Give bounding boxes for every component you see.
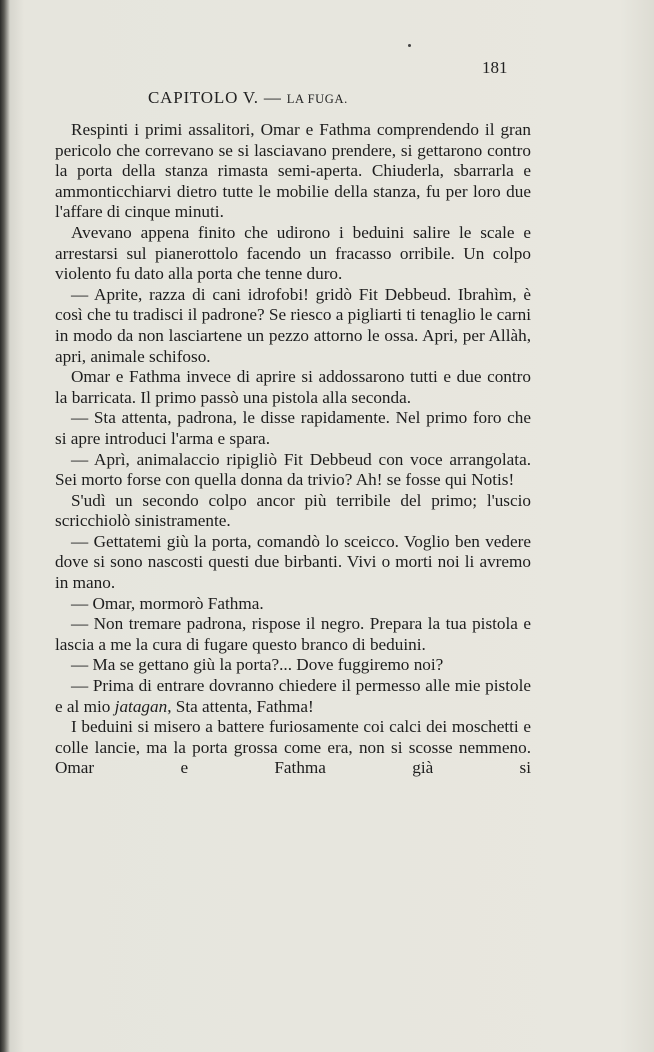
italic-word: jatagan (114, 696, 168, 716)
paragraph: Avevano appena finito che udirono i beduini salire le scale e arrestarsi sul pianerottolo facendo un fracasso orribile. Un colpo violento fu dato alla porta che tenne duro. (55, 222, 531, 284)
paragraph-tail: , Sta attenta, Fathma! (167, 696, 314, 716)
paragraph: — Aprì, animalaccio ripigliò Fit Debbeud con voce arrangolata. Sei morto forse con quella donna da trivio? Ah! se fosse qui Notis! (55, 449, 531, 490)
body-text (55, 120, 531, 779)
paragraph-with-italic (55, 676, 531, 717)
paragraph-lead: — Prima di entrare dovranno chiedere il permesso alle mie pistole e al mio (55, 676, 531, 716)
chapter-prefix: CAPITOLO V. — (148, 88, 287, 107)
paragraph: Omar e Fathma invece di aprire si addossarono tutti e due contro la barricata. Il primo passò una pistola alla seconda. (55, 367, 531, 407)
ink-speck (408, 44, 411, 47)
paragraph: — Ma se gettano giù la porta?... Dove fuggiremo noi? (71, 655, 444, 675)
paragraph: — Non tremare padrona, rispose il negro. Prepara la tua pistola e lascia a me la cura di fugare questo branco di beduini. (55, 614, 531, 654)
paragraph: — Omar, mormorò Fathma. (71, 593, 264, 613)
paragraph: Respinti i primi assalitori, Omar e Fathma comprendendo il gran pericolo che correvano se si lasciavano prendere, si gettarono contro la porta della stanza rimasta semi-aperta. Chiuderla, sbarrarla e ammonticchiarvi dietro tutte le mobilie della stanza, fu per loro due l'affare di cinque minuti. (55, 120, 531, 222)
paragraph: — Gettatemi giù la porta, comandò lo sceicco. Voglio ben vedere dove si sono nascosti questi due birbanti. Vivi o morti noi li avremo in mano. (55, 531, 531, 593)
paragraph: — Sta attenta, padrona, le disse rapidamente. Nel primo foro che si apre introduci l'arma e spara. (55, 408, 531, 448)
chapter-heading (148, 88, 348, 108)
paragraph: — Aprite, razza di cani idrofobi! gridò Fit Debbeud. Ibrahìm, è così che tu tradisci il padrone? Se riesco a pigliarti ti tenaglio le carni in modo da non lasciartene un pezzo attorno le ossa. Apri, per Allàh, apri, animale schifoso. (55, 284, 531, 366)
paragraph: I beduini si misero a battere furiosamente coi calci dei moschetti e colle lancie, ma la porta grossa come era, non si scosse nemmeno. Omar e Fathma già si (55, 717, 531, 778)
paragraph: S'udì un secondo colpo ancor più terribile del primo; l'uscio scricchiolò sinistramente. (55, 490, 531, 531)
chapter-title: LA FUGA. (286, 92, 348, 106)
page-number: 181 (482, 58, 508, 77)
